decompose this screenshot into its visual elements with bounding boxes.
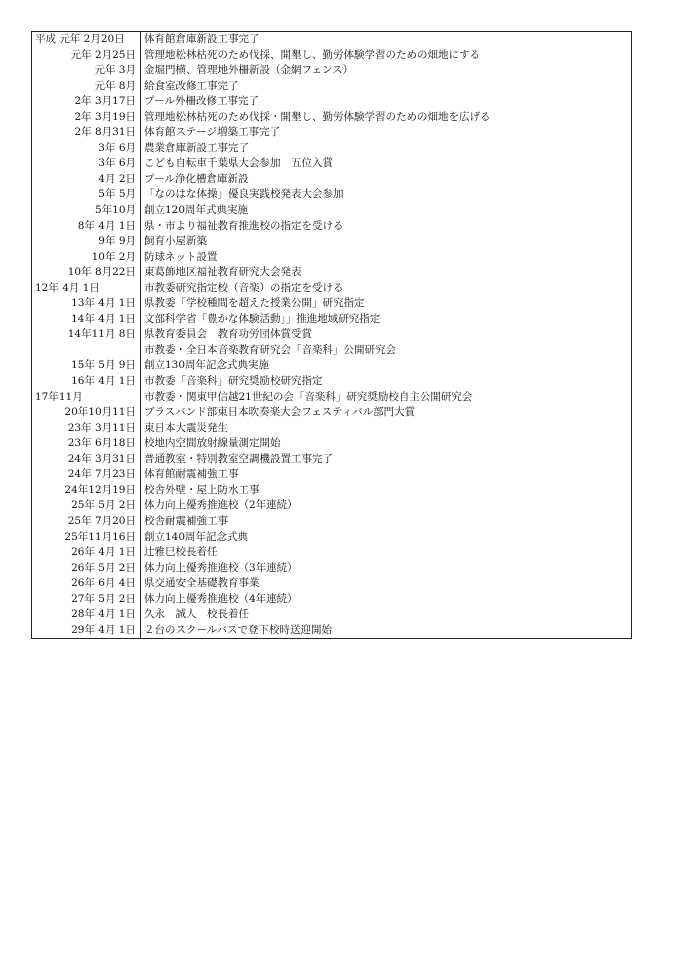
table-row bbox=[32, 467, 631, 483]
event-cell: 飼育小屋新築 bbox=[144, 235, 207, 248]
table-row bbox=[32, 607, 631, 623]
date-cell: 4月 2日 bbox=[32, 172, 141, 188]
table-row bbox=[32, 545, 631, 561]
table-row bbox=[32, 141, 631, 157]
date-cell: 14年11月 8日 bbox=[32, 327, 141, 343]
event-cell: 体力向上優秀推進校（3年連続） bbox=[144, 561, 298, 574]
event-cell: 金堀門横、管理地外柵新設（金網フェンス） bbox=[144, 64, 354, 77]
event-cell: 県教委「学校種間を超えた授業公開」研究指定 bbox=[144, 297, 365, 310]
table-row bbox=[32, 79, 631, 95]
date-cell: 25年11月16日 bbox=[32, 530, 141, 546]
table-row bbox=[32, 452, 631, 468]
date-cell: 24年12月19日 bbox=[32, 483, 141, 499]
date-cell: 26年 4月 1日 bbox=[32, 545, 141, 561]
date-cell: 元年 3月 bbox=[32, 63, 141, 79]
date-cell: 2年 3月19日 bbox=[32, 110, 141, 126]
table-row bbox=[32, 592, 631, 608]
event-cell: 管理地松林枯死のため伐採、開墾し、勤労体験学習のための畑地にする bbox=[144, 48, 480, 61]
event-cell: 「なのはな体操」優良実践校発表大会参加 bbox=[144, 188, 344, 201]
event-cell: 市教委・全日本音楽教育研究会「音楽科」公開研究会 bbox=[144, 343, 396, 356]
event-cell: 体育館倉庫新設工事完了 bbox=[144, 33, 260, 45]
event-cell: 給食室改修工事完了 bbox=[144, 79, 239, 92]
date-cell: 2年 8月31日 bbox=[32, 125, 141, 141]
event-cell: 体力向上優秀推進校（2年連続） bbox=[144, 499, 298, 512]
table-row bbox=[32, 343, 631, 359]
date-cell: 28年 4月 1日 bbox=[32, 607, 141, 623]
event-cell: プール外柵改修工事完了 bbox=[144, 95, 259, 108]
table-row bbox=[32, 219, 631, 235]
table-row bbox=[32, 483, 631, 499]
event-cell: 久永 誠人 校長着任 bbox=[144, 608, 249, 621]
table-row bbox=[32, 514, 631, 530]
date-cell: 25年 5月 2日 bbox=[32, 498, 141, 514]
date-cell: 29年 4月 1日 bbox=[32, 623, 141, 639]
date-cell: 5年10月 bbox=[32, 203, 141, 219]
date-cell: 25年 7月20日 bbox=[32, 514, 141, 530]
event-cell: 普通教室・特別教室空調機設置工事完了 bbox=[144, 452, 333, 465]
table-row bbox=[32, 623, 631, 639]
date-cell: 3年 6月 bbox=[32, 141, 141, 157]
date-cell: 23年 3月11日 bbox=[32, 421, 141, 437]
event-cell: 防球ネット設置 bbox=[144, 250, 218, 263]
table-row bbox=[32, 436, 631, 452]
date-cell: 23年 6月18日 bbox=[32, 436, 141, 452]
table-row bbox=[32, 327, 631, 343]
date-cell: 26年 5月 2日 bbox=[32, 561, 141, 577]
event-cell: ブラスバンド部東日本吹奏楽大会フェスティバル部門大賞 bbox=[144, 406, 416, 419]
table-row bbox=[32, 94, 631, 110]
table-row bbox=[32, 187, 631, 203]
date-cell: 8年 4月 1日 bbox=[32, 219, 141, 235]
date-cell: 15年 5月 9日 bbox=[32, 358, 141, 374]
table-row bbox=[32, 281, 631, 297]
table-row bbox=[32, 312, 631, 328]
event-cell: 体力向上優秀推進校（4年連続） bbox=[144, 592, 298, 605]
event-cell: 市教委「音楽科」研究奨励校研究指定 bbox=[144, 375, 323, 388]
event-cell: 県・市より福祉教育推進校の指定を受ける bbox=[144, 219, 344, 232]
date-cell: 13年 4月 1日 bbox=[32, 296, 141, 312]
table-row bbox=[32, 250, 631, 266]
date-cell: 14年 4月 1日 bbox=[32, 312, 141, 328]
table-row bbox=[32, 172, 631, 188]
table-row bbox=[32, 48, 631, 64]
event-cell: 県教育委員会 教育功労団体賞受賞 bbox=[144, 328, 312, 341]
date-cell: 元年 2月25日 bbox=[32, 48, 141, 64]
event-cell: 校地内空間放射線量測定開始 bbox=[144, 437, 281, 450]
event-cell: 市教委・関東甲信越21世紀の会「音楽科」研究奨励校自主公開研究会 bbox=[144, 390, 473, 403]
date-cell: 3年 6月 bbox=[32, 156, 141, 172]
date-cell: 17年11月 bbox=[32, 390, 141, 406]
event-cell: 創立140周年記念式典 bbox=[144, 530, 249, 543]
table-row bbox=[32, 390, 631, 406]
event-cell: 体育館耐震補強工事 bbox=[144, 468, 239, 481]
date-cell: 20年10月11日 bbox=[32, 405, 141, 421]
event-cell: プール浄化槽倉庫新設 bbox=[144, 172, 249, 185]
date-cell: 平成 元年 2月20日 bbox=[32, 32, 141, 48]
history-table bbox=[31, 31, 632, 639]
date-cell: 12年 4月 1日 bbox=[32, 281, 141, 297]
date-cell: 10年 2月 bbox=[32, 250, 141, 266]
table-row bbox=[32, 374, 631, 390]
event-cell: 体育館ステージ増築工事完了 bbox=[144, 126, 281, 139]
table-row bbox=[32, 296, 631, 312]
date-cell: 5年 5月 bbox=[32, 187, 141, 203]
table-row bbox=[32, 358, 631, 374]
table-row bbox=[32, 561, 631, 577]
table-row bbox=[32, 530, 631, 546]
event-cell: 校舎外壁・屋上防水工事 bbox=[144, 483, 260, 496]
event-cell: 管理地松林枯死のため伐採・開墾し、勤労体験学習のための畑地を広げる bbox=[144, 110, 491, 123]
event-cell: こども自転車千葉県大会参加 五位入賞 bbox=[144, 157, 333, 170]
date-cell bbox=[32, 343, 141, 359]
date-cell: 26年 6月 4日 bbox=[32, 576, 141, 592]
date-cell: 24年 7月23日 bbox=[32, 467, 141, 483]
table-row bbox=[32, 63, 631, 79]
date-cell: 16年 4月 1日 bbox=[32, 374, 141, 390]
event-cell: 辻雅巳校長着任 bbox=[144, 546, 218, 559]
event-cell: 東日本大震災発生 bbox=[144, 421, 228, 434]
event-cell: 創立130周年記念式典実施 bbox=[144, 359, 270, 372]
date-cell: 27年 5月 2日 bbox=[32, 592, 141, 608]
date-cell: 24年 3月31日 bbox=[32, 452, 141, 468]
table-row bbox=[32, 498, 631, 514]
table-row bbox=[32, 421, 631, 437]
event-cell: 東葛飾地区福祉教育研究大会発表 bbox=[144, 266, 302, 279]
date-cell: 9年 9月 bbox=[32, 234, 141, 250]
table-row bbox=[32, 576, 631, 592]
table-row bbox=[32, 203, 631, 219]
table-row bbox=[32, 32, 631, 48]
event-cell: 校舎耐震補強工事 bbox=[144, 514, 228, 527]
date-cell: 10年 8月22日 bbox=[32, 265, 141, 281]
event-cell: 文部科学省「豊かな体験活動」」推進地域研究指定 bbox=[144, 312, 381, 325]
table-row bbox=[32, 110, 631, 126]
event-cell: 県交通安全基礎教育事業 bbox=[144, 577, 260, 590]
table-row bbox=[32, 405, 631, 421]
event-cell: 市教委研究指定校（音楽）の指定を受ける bbox=[144, 281, 344, 294]
table-row bbox=[32, 265, 631, 281]
event-cell: 創立120周年式典実施 bbox=[144, 204, 249, 217]
table-row bbox=[32, 156, 631, 172]
date-cell: 2年 3月17日 bbox=[32, 94, 141, 110]
event-cell: ２台のスクールバスで登下校時送迎開始 bbox=[144, 623, 333, 636]
event-cell: 農業倉庫新設工事完了 bbox=[144, 141, 249, 154]
table-row bbox=[32, 234, 631, 250]
table-row bbox=[32, 125, 631, 141]
date-cell: 元年 8月 bbox=[32, 79, 141, 95]
